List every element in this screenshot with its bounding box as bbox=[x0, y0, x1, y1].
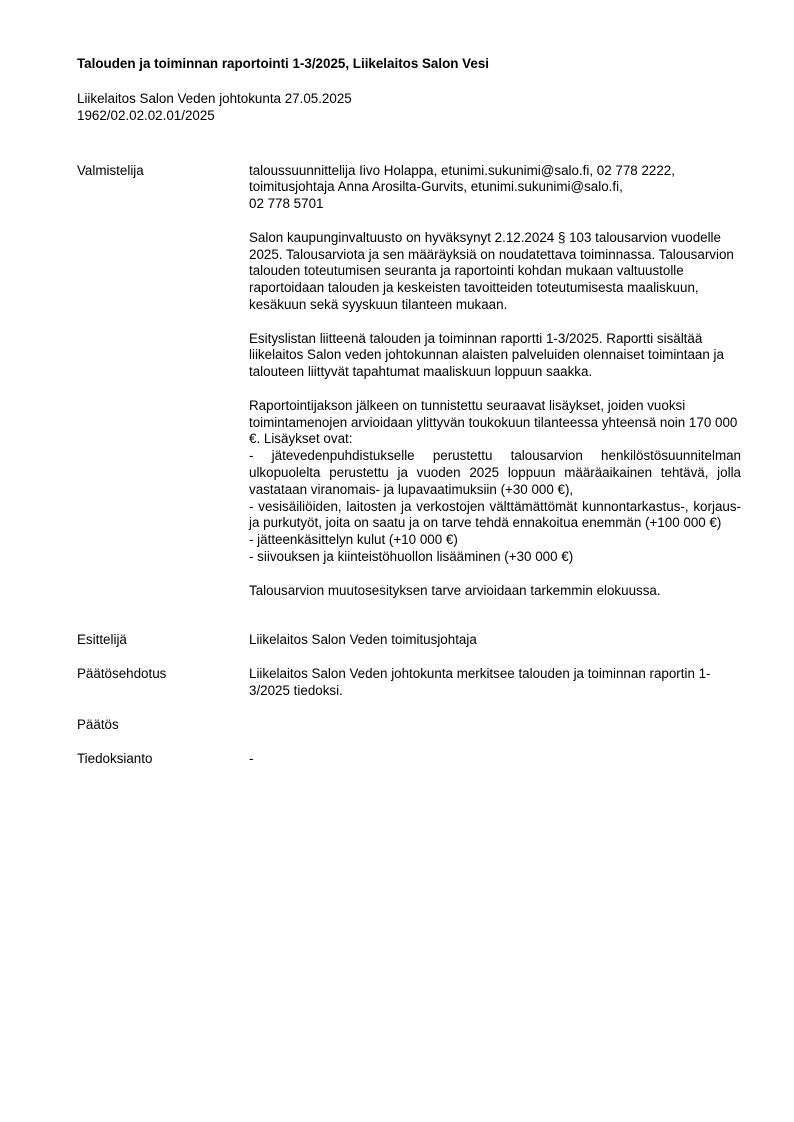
list-item: - vesisäiliöiden, laitosten ja verkostojen välttämättömät kunnontarkastus-, korjaus- ja purkutyöt, joita on saatu ja on tarve tehdä ennakoitua enemmän (+100 000 €) bbox=[249, 498, 741, 531]
document-page bbox=[77, 55, 747, 767]
paragraph-report-attachment: Esityslistan liitteenä talouden ja toiminnan raportti 1-3/2025. Raportti sisältää liikelaitos Salon veden johtokunnan alaisten palveluiden olennaiset toimintaan ja talouteen liittyvät tapahtumat maaliskuun loppuun saakka. bbox=[249, 330, 724, 380]
section-paatosehdotus bbox=[77, 666, 747, 700]
section-content-tiedoksianto: - bbox=[249, 750, 254, 766]
preparer-line: toimitusjohtaja Anna Arosilta-Gurvits, etunimi.sukunimi@salo.fi, bbox=[249, 179, 623, 195]
preparer-line: 02 778 5701 bbox=[249, 196, 324, 212]
preparer-line: taloussuunnittelija Iivo Holappa, etunimi.sukunimi@salo.fi, 02 778 2222, bbox=[249, 162, 675, 178]
section-content-valmistelija bbox=[249, 163, 741, 600]
meeting-line: Liikelaitos Salon Veden johtokunta 27.05.2025 bbox=[77, 91, 352, 106]
section-label-esittelija: Esittelijä bbox=[77, 632, 127, 648]
record-id: 1962/02.02.02.01/2025 bbox=[77, 107, 215, 123]
paragraph-budget-change: Talousarvion muutosesityksen tarve arvioidaan tarkemmin elokuussa. bbox=[249, 582, 661, 598]
section-paatos bbox=[77, 717, 747, 734]
preparer-block bbox=[249, 163, 741, 213]
document-title: Talouden ja toiminnan raportointi 1-3/2025, Liikelaitos Salon Vesi bbox=[77, 56, 489, 71]
section-valmistelija bbox=[77, 163, 747, 600]
paragraph-budget-approval: Salon kaupunginvaltuusto on hyväksynyt 2.12.2024 § 103 talousarvion vuodelle 2025. Talousarviota ja sen määräyksiä on noudatettava toiminnassa. Talousarvion talouden toteutumisen seuranta ja raportointi kohdan mukaan valtuustolle raportoidaan talouden ja keskeisten tavoitteiden toteutumisesta maaliskuun, kesäkuun sekä syyskuun tilanteen mukaan. bbox=[249, 229, 734, 312]
list-item: - siivouksen ja kiinteistöhuollon lisääminen (+30 000 €) bbox=[249, 548, 574, 564]
list-item: - jätteenkäsittelyn kulut (+10 000 €) bbox=[249, 532, 458, 548]
list-item: - jätevedenpuhdistukselle perustettu talousarvion henkilöstösuunnitelman ulkopuolelta perustettu ja vuoden 2025 loppuun määräaikainen tehtävä, jolla vastataan viranomais- ja lupavaatimuksiin (+30 000 €), bbox=[249, 448, 741, 497]
section-esittelija bbox=[77, 632, 747, 649]
section-content-paatosehdotus: Liikelaitos Salon Veden johtokunta merkitsee talouden ja toiminnan raportin 1-3/2025 tiedoksi. bbox=[249, 666, 711, 698]
section-label-valmistelija: Valmistelija bbox=[77, 162, 144, 178]
additions-block bbox=[249, 398, 741, 566]
section-label-tiedoksianto: Tiedoksianto bbox=[77, 750, 153, 766]
section-content-paatos bbox=[249, 717, 741, 734]
section-tiedoksianto bbox=[77, 751, 747, 768]
section-content-esittelija: Liikelaitos Salon Veden toimitusjohtaja bbox=[249, 632, 477, 648]
section-label-paatosehdotus: Päätösehdotus bbox=[77, 666, 167, 682]
paragraph-additions-intro: Raportointijakson jälkeen on tunnistettu seuraavat lisäykset, joiden vuoksi toimintamenojen arvioidaan ylittyvän toukokuun tilanteessa yhteensä noin 170 000 €. Lisäykset ovat: bbox=[249, 397, 738, 447]
section-label-paatos: Päätös bbox=[77, 716, 119, 732]
document-meta bbox=[77, 91, 747, 125]
